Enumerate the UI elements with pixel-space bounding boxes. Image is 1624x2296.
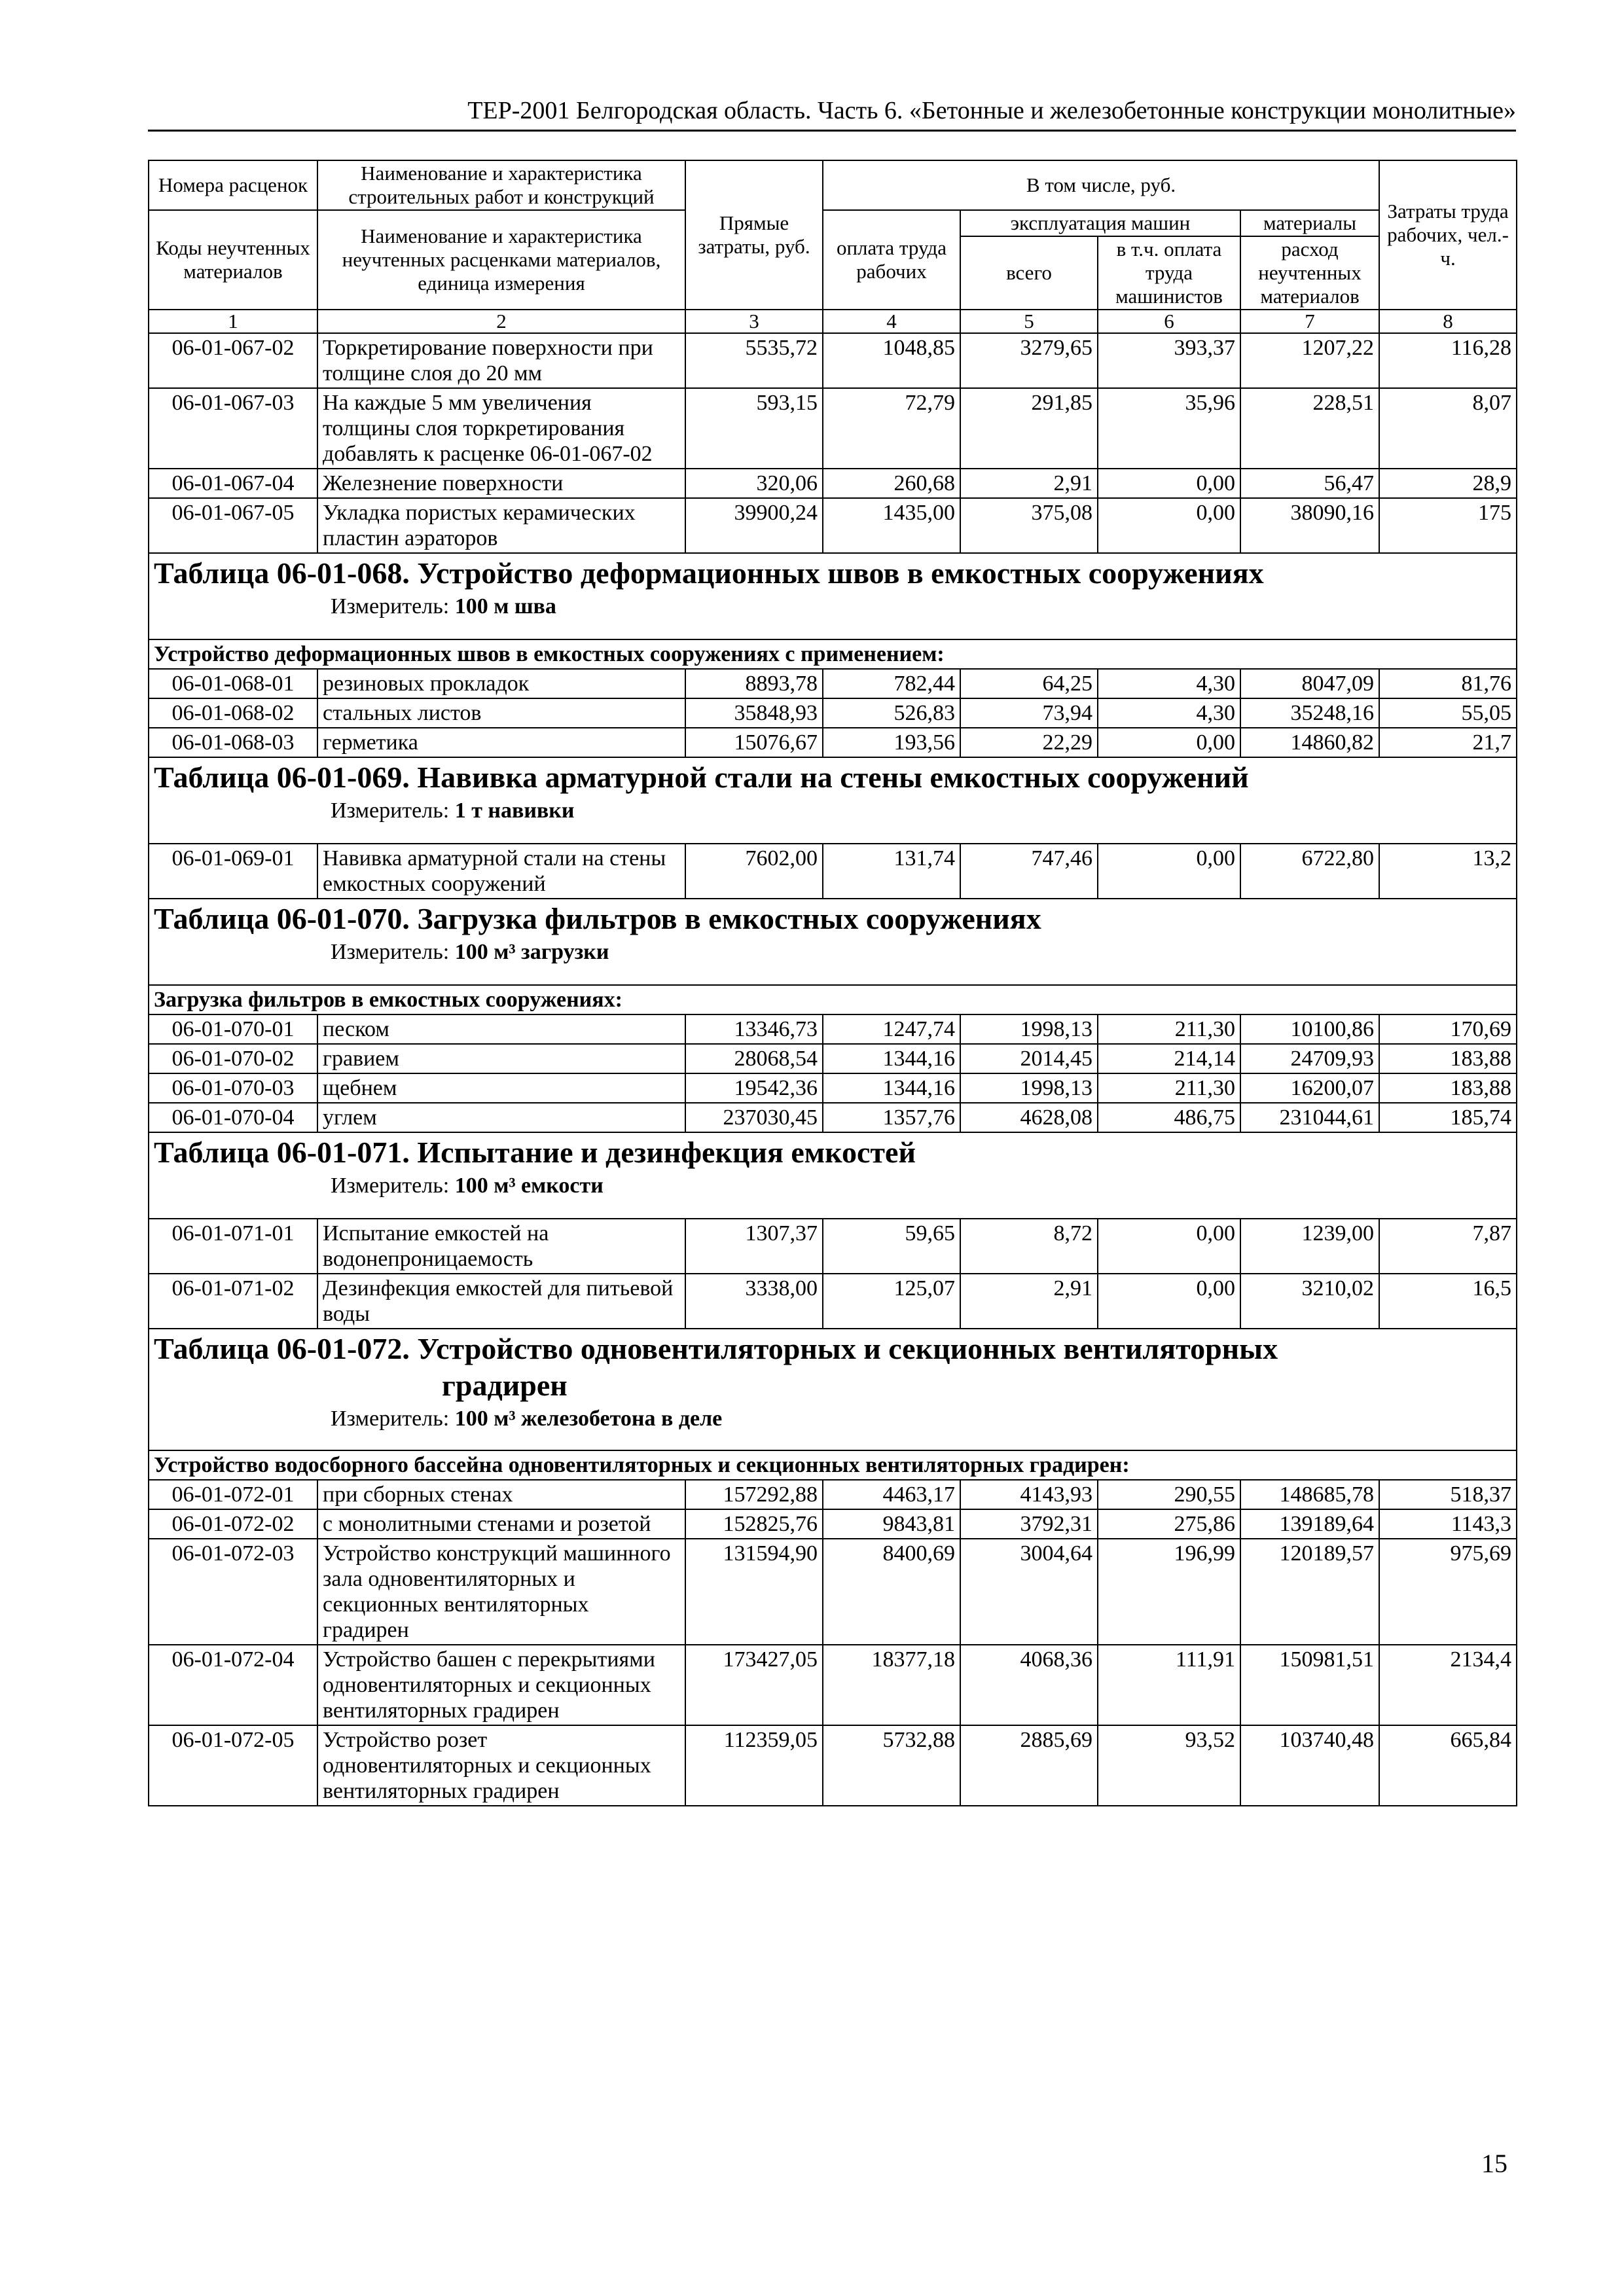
measure-value: 100 м³ железобетона в деле <box>454 1407 723 1431</box>
column-number: 7 <box>1240 310 1379 333</box>
page-number: 15 <box>1481 2149 1507 2178</box>
col6-header: в т.ч. оплата труда машинистов <box>1098 236 1240 310</box>
materials-header: материалы <box>1240 210 1379 236</box>
measure-line <box>154 796 1511 826</box>
direct-cost: 8893,78 <box>685 669 823 698</box>
group-row <box>149 1450 1517 1480</box>
table-row <box>149 1073 1517 1103</box>
labor-hours: 183,88 <box>1379 1044 1517 1073</box>
work-name: резиновых прокладок <box>317 669 685 698</box>
material-cost: 8047,09 <box>1240 669 1379 698</box>
header-rule <box>148 130 1516 132</box>
rate-code: 06-01-072-03 <box>149 1539 317 1645</box>
table-row <box>149 1645 1517 1725</box>
work-name: щебнем <box>317 1073 685 1103</box>
group-heading: Загрузка фильтров в емкостных сооружениях: <box>149 985 1517 1014</box>
labor-cost: 125,07 <box>823 1274 960 1329</box>
labor-hours: 183,88 <box>1379 1073 1517 1103</box>
work-name: Торкретирование поверхности при толщине слоя до 20 мм <box>317 333 685 388</box>
machinist-cost: 93,52 <box>1098 1725 1240 1806</box>
table-row <box>149 1219 1517 1274</box>
measure-line <box>154 1404 1511 1434</box>
rate-code: 06-01-067-03 <box>149 388 317 469</box>
rate-code: 06-01-067-04 <box>149 469 317 498</box>
machinist-cost: 211,30 <box>1098 1073 1240 1103</box>
rate-code: 06-01-070-04 <box>149 1103 317 1132</box>
col7-header: расход неучтенных материалов <box>1240 236 1379 310</box>
column-number: 8 <box>1379 310 1517 333</box>
table-row <box>149 1509 1517 1539</box>
col3-header: Прямые затраты, руб. <box>685 160 823 310</box>
table-row <box>149 698 1517 728</box>
table-row <box>149 333 1517 388</box>
machinist-cost: 0,00 <box>1098 1219 1240 1274</box>
measure-label: Измеритель: <box>331 1174 450 1198</box>
machine-cost: 4143,93 <box>960 1480 1098 1509</box>
labor-cost: 1344,16 <box>823 1044 960 1073</box>
machine-cost: 73,94 <box>960 698 1098 728</box>
table-row <box>149 1274 1517 1329</box>
direct-cost: 7602,00 <box>685 844 823 899</box>
machine-cost: 375,08 <box>960 498 1098 553</box>
table-row <box>149 498 1517 553</box>
table-row <box>149 388 1517 469</box>
direct-cost: 5535,72 <box>685 333 823 388</box>
labor-hours: 7,87 <box>1379 1219 1517 1274</box>
col4-header: оплата труда рабочих <box>823 210 960 310</box>
direct-cost: 1307,37 <box>685 1219 823 1274</box>
table-row <box>149 669 1517 698</box>
material-cost: 231044,61 <box>1240 1103 1379 1132</box>
labor-hours: 8,07 <box>1379 388 1517 469</box>
measure-value: 100 м шва <box>454 594 556 619</box>
work-name: На каждые 5 мм увеличения толщины слоя торкретирования добавлять к расценке 06-01-067-02 <box>317 388 685 469</box>
rate-code: 06-01-072-02 <box>149 1509 317 1539</box>
machinist-cost: 35,96 <box>1098 388 1240 469</box>
incl-header: В том числе, руб. <box>823 160 1379 210</box>
work-name: гравием <box>317 1044 685 1073</box>
machinist-cost: 0,00 <box>1098 469 1240 498</box>
labor-hours: 665,84 <box>1379 1725 1517 1806</box>
labor-cost: 1357,76 <box>823 1103 960 1132</box>
col2-header-bottom: Наименование и характеристика неучтенных расценками материалов, единица измерения <box>317 210 685 310</box>
labor-hours: 185,74 <box>1379 1103 1517 1132</box>
labor-hours: 28,9 <box>1379 469 1517 498</box>
table-title: Таблица 06-01-069. Навивка арматурной стали на стены емкостных сооружений <box>154 761 1249 794</box>
machine-cost: 3004,64 <box>960 1539 1098 1645</box>
table-row <box>149 728 1517 757</box>
machine-cost: 2885,69 <box>960 1725 1098 1806</box>
work-name: Устройство конструкций машинного зала одновентиляторных и секционных вентиляторных градирен <box>317 1539 685 1645</box>
group-row <box>149 639 1517 669</box>
work-name: стальных листов <box>317 698 685 728</box>
machinist-cost: 111,91 <box>1098 1645 1240 1725</box>
labor-cost: 260,68 <box>823 469 960 498</box>
measure-line <box>154 937 1511 967</box>
labor-cost: 8400,69 <box>823 1539 960 1645</box>
labor-cost: 1344,16 <box>823 1073 960 1103</box>
table-title-line2: градирен <box>442 1369 568 1402</box>
direct-cost: 3338,00 <box>685 1274 823 1329</box>
machines-header: эксплуатация машин <box>960 210 1240 236</box>
measure-label: Измеритель: <box>331 594 450 619</box>
machinist-cost: 275,86 <box>1098 1509 1240 1539</box>
group-row <box>149 985 1517 1014</box>
measure-line <box>154 592 1511 622</box>
rate-code: 06-01-070-01 <box>149 1014 317 1044</box>
labor-cost: 9843,81 <box>823 1509 960 1539</box>
labor-cost: 4463,17 <box>823 1480 960 1509</box>
table-row <box>149 1725 1517 1806</box>
table-title: Таблица 06-01-068. Устройство деформационных швов в емкостных сооружениях <box>154 556 1264 590</box>
material-cost: 56,47 <box>1240 469 1379 498</box>
direct-cost: 39900,24 <box>685 498 823 553</box>
machinist-cost: 0,00 <box>1098 1274 1240 1329</box>
column-number: 6 <box>1098 310 1240 333</box>
labor-hours: 116,28 <box>1379 333 1517 388</box>
table-row <box>149 469 1517 498</box>
labor-cost: 1247,74 <box>823 1014 960 1044</box>
material-cost: 228,51 <box>1240 388 1379 469</box>
work-name: Дезинфекция емкостей для питьевой воды <box>317 1274 685 1329</box>
machine-cost: 3792,31 <box>960 1509 1098 1539</box>
machine-cost: 64,25 <box>960 669 1098 698</box>
machinist-cost: 196,99 <box>1098 1539 1240 1645</box>
machine-cost: 2,91 <box>960 1274 1098 1329</box>
machine-cost: 2,91 <box>960 469 1098 498</box>
table-body <box>149 333 1517 1806</box>
labor-hours: 518,37 <box>1379 1480 1517 1509</box>
work-name: Испытание емкостей на водонепроницаемость <box>317 1219 685 1274</box>
measure-label: Измеритель: <box>331 940 450 964</box>
material-cost: 148685,78 <box>1240 1480 1379 1509</box>
work-name: Железнение поверхности <box>317 469 685 498</box>
labor-hours: 175 <box>1379 498 1517 553</box>
material-cost: 150981,51 <box>1240 1645 1379 1725</box>
material-cost: 38090,16 <box>1240 498 1379 553</box>
labor-cost: 18377,18 <box>823 1645 960 1725</box>
rate-code: 06-01-072-01 <box>149 1480 317 1509</box>
work-name: Устройство розет одновентиляторных и секционных вентиляторных градирен <box>317 1725 685 1806</box>
col1-header-top: Номера расценок <box>149 160 317 210</box>
machinist-cost: 290,55 <box>1098 1480 1240 1509</box>
material-cost: 10100,86 <box>1240 1014 1379 1044</box>
work-name: герметика <box>317 728 685 757</box>
labor-cost: 526,83 <box>823 698 960 728</box>
section-t072 <box>149 1329 1517 1450</box>
direct-cost: 13346,73 <box>685 1014 823 1044</box>
work-name: углем <box>317 1103 685 1132</box>
table-header <box>149 160 1517 333</box>
material-cost: 3210,02 <box>1240 1274 1379 1329</box>
rate-code: 06-01-067-05 <box>149 498 317 553</box>
table-row <box>149 1480 1517 1509</box>
table-row <box>149 1044 1517 1073</box>
work-name: Навивка арматурной стали на стены емкостных сооружений <box>317 844 685 899</box>
section-t069 <box>149 757 1517 844</box>
machine-cost: 747,46 <box>960 844 1098 899</box>
measure-value: 100 м³ емкости <box>454 1174 604 1198</box>
rate-code: 06-01-068-02 <box>149 698 317 728</box>
table-row <box>149 1103 1517 1132</box>
labor-cost: 59,65 <box>823 1219 960 1274</box>
rate-code: 06-01-071-02 <box>149 1274 317 1329</box>
material-cost: 139189,64 <box>1240 1509 1379 1539</box>
machine-cost: 3279,65 <box>960 333 1098 388</box>
rate-code: 06-01-068-01 <box>149 669 317 698</box>
machine-cost: 8,72 <box>960 1219 1098 1274</box>
group-heading: Устройство водосборного бассейна одновентиляторных и секционных вентиляторных градирен: <box>149 1450 1517 1480</box>
labor-hours: 170,69 <box>1379 1014 1517 1044</box>
machinist-cost: 393,37 <box>1098 333 1240 388</box>
machine-cost: 4628,08 <box>960 1103 1098 1132</box>
column-number: 1 <box>149 310 317 333</box>
labor-cost: 1435,00 <box>823 498 960 553</box>
labor-cost: 782,44 <box>823 669 960 698</box>
table-title-line1: Таблица 06-01-072. Устройство одновентиляторных и секционных вентиляторных <box>154 1332 1278 1365</box>
rate-code: 06-01-070-02 <box>149 1044 317 1073</box>
labor-cost: 193,56 <box>823 728 960 757</box>
labor-hours: 975,69 <box>1379 1539 1517 1645</box>
machinist-cost: 4,30 <box>1098 698 1240 728</box>
machine-cost: 22,29 <box>960 728 1098 757</box>
col8-header: Затраты труда рабочих, чел.-ч. <box>1379 160 1517 310</box>
labor-hours: 16,5 <box>1379 1274 1517 1329</box>
machinist-cost: 0,00 <box>1098 498 1240 553</box>
work-name: Укладка пористых керамических пластин аэраторов <box>317 498 685 553</box>
work-name: при сборных стенах <box>317 1480 685 1509</box>
direct-cost: 131594,90 <box>685 1539 823 1645</box>
labor-cost: 131,74 <box>823 844 960 899</box>
direct-cost: 173427,05 <box>685 1645 823 1725</box>
machine-cost: 1998,13 <box>960 1073 1098 1103</box>
direct-cost: 112359,05 <box>685 1725 823 1806</box>
rate-code: 06-01-072-05 <box>149 1725 317 1806</box>
machine-cost: 4068,36 <box>960 1645 1098 1725</box>
material-cost: 120189,57 <box>1240 1539 1379 1645</box>
direct-cost: 593,15 <box>685 388 823 469</box>
measure-line <box>154 1171 1511 1201</box>
machinist-cost: 211,30 <box>1098 1014 1240 1044</box>
section-t071 <box>149 1132 1517 1219</box>
measure-label: Измеритель: <box>331 1407 450 1431</box>
rate-code: 06-01-068-03 <box>149 728 317 757</box>
work-name: песком <box>317 1014 685 1044</box>
column-number: 4 <box>823 310 960 333</box>
measure-value: 100 м³ загрузки <box>454 940 609 964</box>
labor-hours: 21,7 <box>1379 728 1517 757</box>
col2-header-top: Наименование и характеристика строительных работ и конструкций <box>317 160 685 210</box>
material-cost: 35248,16 <box>1240 698 1379 728</box>
rate-code: 06-01-070-03 <box>149 1073 317 1103</box>
machine-cost: 2014,45 <box>960 1044 1098 1073</box>
material-cost: 1239,00 <box>1240 1219 1379 1274</box>
table-row <box>149 1539 1517 1645</box>
machine-cost: 1998,13 <box>960 1014 1098 1044</box>
table-title <box>154 1331 1511 1404</box>
machinist-cost: 214,14 <box>1098 1044 1240 1073</box>
machinist-cost: 0,00 <box>1098 844 1240 899</box>
labor-cost: 1048,85 <box>823 333 960 388</box>
page-header: ТЕР-2001 Белгородская область. Часть 6. «Бетонные и железобетонные конструкции монолитные» <box>467 97 1516 124</box>
table-row <box>149 1014 1517 1044</box>
measure-value: 1 т навивки <box>454 798 575 823</box>
labor-cost: 5732,88 <box>823 1725 960 1806</box>
group-heading: Устройство деформационных швов в емкостных сооружениях с применением: <box>149 639 1517 669</box>
column-numbers-row <box>149 310 1517 333</box>
section-t068 <box>149 553 1517 639</box>
material-cost: 14860,82 <box>1240 728 1379 757</box>
direct-cost: 157292,88 <box>685 1480 823 1509</box>
material-cost: 24709,93 <box>1240 1044 1379 1073</box>
direct-cost: 237030,45 <box>685 1103 823 1132</box>
table-title: Таблица 06-01-071. Испытание и дезинфекция емкостей <box>154 1136 916 1169</box>
direct-cost: 320,06 <box>685 469 823 498</box>
direct-cost: 35848,93 <box>685 698 823 728</box>
table-row <box>149 844 1517 899</box>
material-cost: 1207,22 <box>1240 333 1379 388</box>
column-number: 5 <box>960 310 1098 333</box>
material-cost: 16200,07 <box>1240 1073 1379 1103</box>
material-cost: 103740,48 <box>1240 1725 1379 1806</box>
rate-code: 06-01-069-01 <box>149 844 317 899</box>
work-name: с монолитными стенами и розетой <box>317 1509 685 1539</box>
rate-code: 06-01-067-02 <box>149 333 317 388</box>
direct-cost: 152825,76 <box>685 1509 823 1539</box>
labor-hours: 1143,3 <box>1379 1509 1517 1539</box>
column-number: 3 <box>685 310 823 333</box>
machine-cost: 291,85 <box>960 388 1098 469</box>
direct-cost: 28068,54 <box>685 1044 823 1073</box>
machinist-cost: 486,75 <box>1098 1103 1240 1132</box>
work-name: Устройство башен с перекрытиями одновентиляторных и секционных вентиляторных градирен <box>317 1645 685 1725</box>
section-t070 <box>149 899 1517 985</box>
labor-hours: 13,2 <box>1379 844 1517 899</box>
rates-table <box>148 160 1517 1806</box>
direct-cost: 19542,36 <box>685 1073 823 1103</box>
col5-header: всего <box>960 236 1098 310</box>
labor-hours: 2134,4 <box>1379 1645 1517 1725</box>
machinist-cost: 0,00 <box>1098 728 1240 757</box>
direct-cost: 15076,67 <box>685 728 823 757</box>
material-cost: 6722,80 <box>1240 844 1379 899</box>
col1-header-bottom: Коды неучтенных материалов <box>149 210 317 310</box>
table-title: Таблица 06-01-070. Загрузка фильтров в емкостных сооружениях <box>154 902 1041 935</box>
labor-hours: 81,76 <box>1379 669 1517 698</box>
labor-hours: 55,05 <box>1379 698 1517 728</box>
labor-cost: 72,79 <box>823 388 960 469</box>
machinist-cost: 4,30 <box>1098 669 1240 698</box>
rate-code: 06-01-071-01 <box>149 1219 317 1274</box>
column-number: 2 <box>317 310 685 333</box>
measure-label: Измеритель: <box>331 798 450 823</box>
rate-code: 06-01-072-04 <box>149 1645 317 1725</box>
